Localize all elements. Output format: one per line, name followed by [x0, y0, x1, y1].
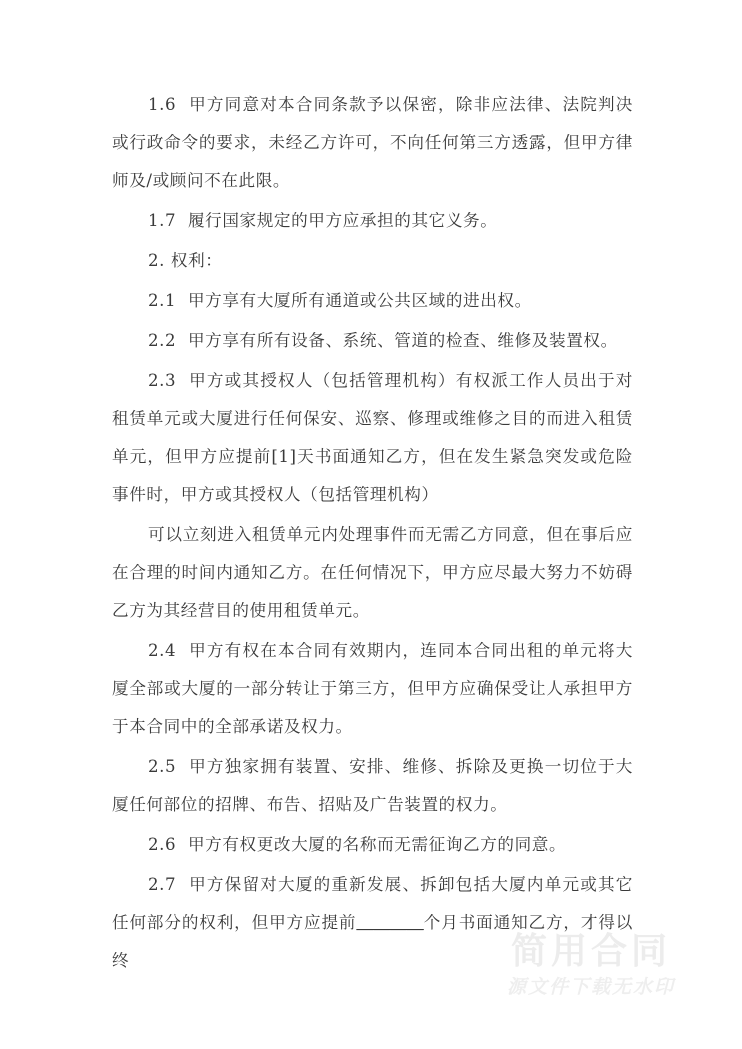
document-body [112, 86, 633, 980]
paragraph-clause-2-3: 2.3 甲方或其授权人（包括管理机构）有权派工作人员出于对租赁单元或大厦进行任何保安、巡察、修理或维修之目的而进入租赁单元，但甲方应提前[1]天书面通知乙方，但在发生紧急突发或危险事件时，甲方或其授权人（包括管理机构） [112, 371, 633, 504]
clause-2-7-text-after-blank: 个月书面通知乙方，才得以终 [112, 913, 633, 970]
paragraph-clause-1-6: 1.6 甲方同意对本合同条款予以保密，除非应法律、法院判决或行政命令的要求，未经乙方许可，不向任何第三方透露，但甲方律师及/或顾问不在此限。 [112, 95, 633, 190]
paragraph-clause-2-6: 2.6 甲方有权更改大厦的名称而无需征询乙方的同意。 [148, 835, 567, 854]
paragraph-clause-2-3-continued: 可以立刻进入租赁单元内处理事件而无需乙方同意，但在事后应在合理的时间内通知乙方。在任何情况下，甲方应尽最大努力不妨碍乙方为其经营目的使用租赁单元。 [112, 525, 633, 620]
heading-section-2: 2. 权利： [148, 251, 223, 270]
paragraph-clause-2-5: 2.5 甲方独家拥有装置、安排、维修、拆除及更换一切位于大厦任何部位的招牌、布告、招贴及广告装置的权力。 [112, 757, 633, 814]
paragraph-clause-1-7: 1.7 履行国家规定的甲方应承担的其它义务。 [148, 211, 498, 230]
clause-2-7-text-before-blank: 2.7 甲方保留对大厦的重新发展、拆卸包括大厦内单元或其它任何部分的权利，但甲方应提前 [112, 875, 633, 932]
paragraph-clause-2-7 [112, 866, 633, 980]
fill-in-blank[interactable]: ＿＿＿＿ [356, 913, 424, 932]
paragraph-clause-2-1: 2.1 甲方享有大厦所有通道或公共区域的进出权。 [148, 291, 532, 310]
watermark-main-text: 简用合同 [510, 931, 671, 972]
watermark-sub-text: 源文件下载无水印 [506, 976, 675, 998]
paragraph-clause-2-4: 2.4 甲方有权在本合同有效期内，连同本合同出租的单元将大厦全部或大厦的一部分转让于第三方，但甲方应确保受让人承担甲方于本合同中的全部承诺及权力。 [112, 641, 633, 736]
paragraph-clause-2-2: 2.2 甲方享有所有设备、系统、管道的检查、维修及装置权。 [148, 331, 618, 350]
